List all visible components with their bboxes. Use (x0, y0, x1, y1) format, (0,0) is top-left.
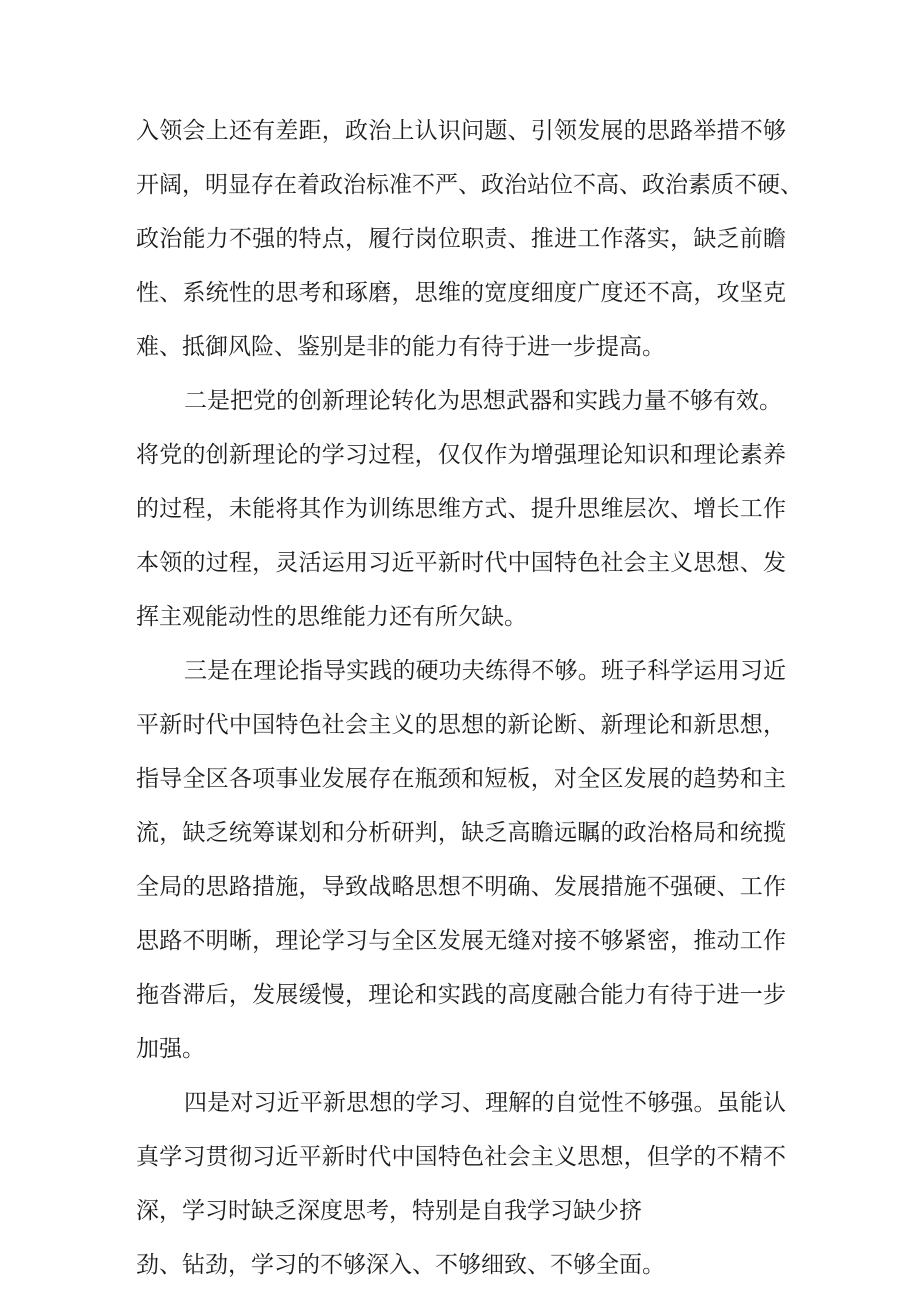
paragraph-3-line-2: 平新时代中国特色社会主义的思想的新论断、新理论和新思想， (136, 712, 786, 738)
paragraph-4-line-2: 真学习贯彻习近平新时代中国特色社会主义思想，但学的不精不 (136, 1144, 786, 1170)
paragraph-1-line-5: 难、抵御风险、鉴别是非的能力有待于进一步提高。 (136, 334, 665, 360)
paragraph-1-line-2: 开阔，明显存在着政治标准不严、政治站位不高、政治素质不硬、 (136, 172, 803, 198)
paragraph-4-line-3: 深，学习时缺乏深度思考，特别是自我学习缺少挤 (136, 1198, 642, 1224)
paragraph-3-line-5: 全局的思路措施，导致战略思想不明确、发展措施不强硬、工作 (136, 874, 786, 900)
paragraph-3-line-4: 流，缺乏统筹谋划和分析研判，缺乏高瞻远瞩的政治格局和统揽 (136, 820, 786, 846)
paragraph-1-line-3: 政治能力不强的特点，履行岗位职责、推进工作落实，缺乏前瞻 (136, 226, 786, 252)
paragraph-2-line-2: 将党的创新理论的学习过程，仅仅作为增强理论知识和理论素养 (136, 442, 786, 468)
paragraph-2-line-1: 二是把党的创新理论转化为思想武器和实践力量不够有效。 (184, 388, 782, 414)
paragraph-4-line-4: 劲、钻劲，学习的不够深入、不够细致、不够全面。 (136, 1252, 665, 1278)
paragraph-3-line-8: 加强。 (136, 1036, 205, 1062)
paragraph-1-line-4: 性、系统性的思考和琢磨，思维的宽度细度广度还不高，攻坚克 (136, 280, 786, 306)
paragraph-3-line-7: 拖沓滞后，发展缓慢，理论和实践的高度融合能力有待于进一步 (136, 982, 786, 1008)
paragraph-3-line-3: 指导全区各项事业发展存在瓶颈和短板，对全区发展的趋势和主 (136, 766, 786, 792)
paragraph-3-line-1: 三是在理论指导实践的硬功夫练得不够。班子科学运用习近 (184, 658, 786, 684)
paragraph-2-line-4: 本领的过程，灵活运用习近平新时代中国特色社会主义思想、发 (136, 550, 786, 576)
paragraph-1-line-1: 入领会上还有差距，政治上认识问题、引领发展的思路举措不够 (136, 118, 786, 144)
paragraph-2-line-3: 的过程，未能将其作为训练思维方式、提升思维层次、增长工作 (136, 496, 786, 522)
paragraph-3-line-6: 思路不明晰，理论学习与全区发展无缝对接不够紧密，推动工作 (136, 928, 786, 954)
paragraph-4-line-1: 四是对习近平新思想的学习、理解的自觉性不够强。虽能认 (184, 1090, 786, 1116)
paragraph-2-line-5: 挥主观能动性的思维能力还有所欠缺。 (136, 604, 527, 630)
